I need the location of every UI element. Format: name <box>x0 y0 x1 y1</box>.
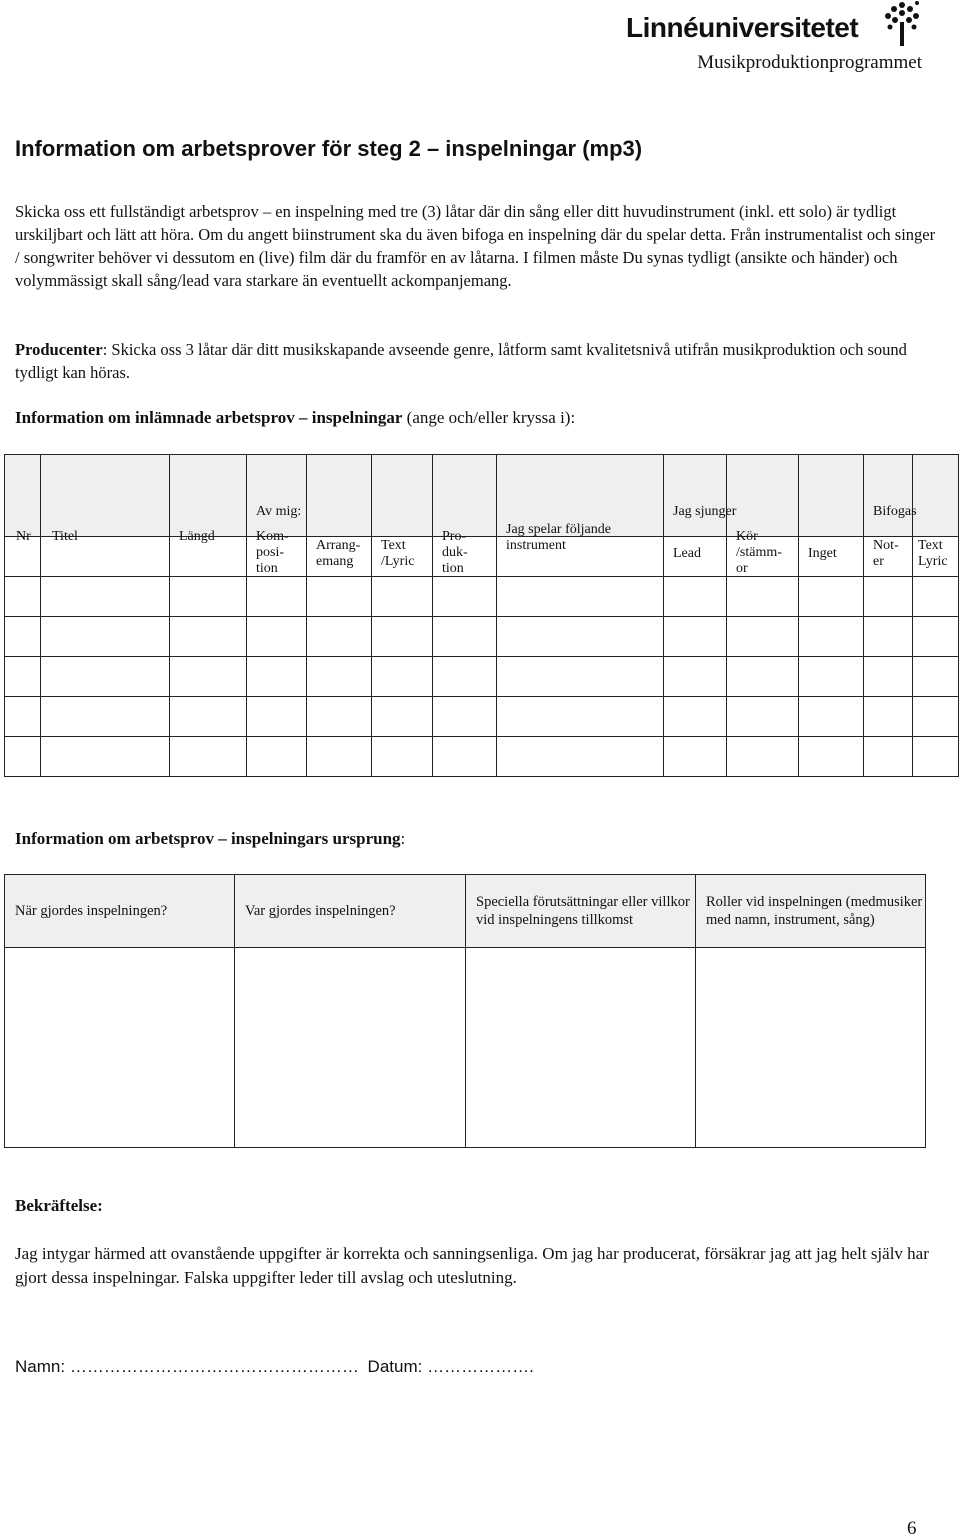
recording-cell[interactable] <box>433 657 497 697</box>
recording-cell[interactable] <box>913 737 959 777</box>
recording-cell[interactable] <box>170 617 247 657</box>
recording-cell[interactable] <box>433 617 497 657</box>
header-text-lyric2-l1: Text <box>918 537 943 553</box>
intro-text-3: I filmen måste Du synas tydligt (ansikte och händer) och volymmässigt skall sång/lead vara starkare än eventuellt ackompanjemang. <box>15 248 898 290</box>
recording-cell[interactable] <box>727 617 799 657</box>
recording-cell[interactable] <box>41 617 170 657</box>
recording-cell[interactable] <box>497 737 664 777</box>
recording-cell[interactable] <box>799 577 864 617</box>
header-langd <box>170 455 247 544</box>
recordings-table <box>4 454 959 777</box>
intro-text-1: Skicka oss ett fullständigt arbetsprov – en inspelning med tre (3) låtar där din sång eller ditt huvudinstrument (inkl. ett solo) är tydligt urskiljbart och lätt att höra. Om du angett biinstrument ska du även bifoga en inspelning där du spelar detta. <box>15 202 897 244</box>
intro-paragraph <box>15 200 940 292</box>
header-arrangemang-l2: emang <box>316 553 354 569</box>
recording-row <box>5 657 959 697</box>
header-instrument-l2: instrument <box>506 537 566 553</box>
recordings-heading-rest: (ange och/eller kryssa i): <box>402 408 576 427</box>
origin-roles-input[interactable] <box>696 948 926 1148</box>
header-kor <box>727 455 799 576</box>
recording-row <box>5 617 959 657</box>
recording-cell[interactable] <box>433 577 497 617</box>
intro-text-2: Från instrumentalist och singer / songwriter behöver vi dessutom en (live) film där du framför en av låtarna. <box>15 225 936 267</box>
header-komposition <box>247 455 307 576</box>
recording-cell[interactable] <box>664 737 727 777</box>
recording-cell[interactable] <box>864 657 913 697</box>
header-produktion-l3: tion <box>442 560 464 576</box>
recording-cell[interactable] <box>497 617 664 657</box>
recording-cell[interactable] <box>247 737 307 777</box>
recording-cell[interactable] <box>727 657 799 697</box>
header-produktion-l1: Pro- <box>442 528 467 544</box>
header-titel-label: Titel <box>52 528 78 544</box>
recording-cell[interactable] <box>433 697 497 737</box>
origin-table <box>4 874 926 1148</box>
recording-cell[interactable] <box>247 697 307 737</box>
header-noter-l1: Not- <box>873 537 899 553</box>
confirmation-heading: Bekräftelse: <box>15 1196 103 1215</box>
header-langd-label: Längd <box>179 528 215 544</box>
header-text-lyric2 <box>913 455 959 569</box>
recording-cell[interactable] <box>5 737 41 777</box>
recording-cell[interactable] <box>41 697 170 737</box>
origin-col-roles: Roller vid inspelningen (medmusiker med namn, instrument, sång) <box>696 875 926 948</box>
recording-cell[interactable] <box>372 697 433 737</box>
recording-cell[interactable] <box>5 577 41 617</box>
recording-cell[interactable] <box>799 657 864 697</box>
header-kor-l3: or <box>736 560 748 576</box>
producer-paragraph <box>15 338 940 384</box>
header-text-lyric-l1: Text <box>381 537 406 553</box>
name-label: Namn: <box>15 1357 66 1376</box>
recording-cell[interactable] <box>41 577 170 617</box>
recording-cell[interactable] <box>5 617 41 657</box>
header-noter <box>864 455 917 569</box>
header-text-lyric2-l2: Lyric <box>918 553 948 569</box>
recording-cell[interactable] <box>247 577 307 617</box>
recording-cell[interactable] <box>913 617 959 657</box>
recording-cell[interactable] <box>664 657 727 697</box>
origin-heading <box>15 829 405 849</box>
page-number: 6 <box>907 1518 917 1539</box>
recording-cell[interactable] <box>497 697 664 737</box>
recording-cell[interactable] <box>307 697 372 737</box>
recording-row <box>5 697 959 737</box>
header-komposition-l3: tion <box>256 560 278 576</box>
recording-cell[interactable] <box>247 657 307 697</box>
origin-heading-rest: : <box>400 829 406 848</box>
date-label: Datum: <box>367 1357 423 1376</box>
name-field[interactable]: …………………………………………… <box>69 1357 359 1376</box>
recording-row <box>5 737 959 777</box>
header-produktion <box>433 455 497 576</box>
recordings-header-row <box>5 455 959 537</box>
recording-cell[interactable] <box>307 657 372 697</box>
recording-row <box>5 577 959 617</box>
recording-cell[interactable] <box>372 737 433 777</box>
recording-cell[interactable] <box>664 577 727 617</box>
recording-cell[interactable] <box>170 697 247 737</box>
recording-cell[interactable] <box>170 657 247 697</box>
origin-col-when: När gjordes inspelningen? <box>5 875 235 948</box>
origin-conditions-input[interactable] <box>466 948 696 1148</box>
recording-cell[interactable] <box>727 737 799 777</box>
recording-cell[interactable] <box>41 737 170 777</box>
recording-cell[interactable] <box>913 697 959 737</box>
header-kor-l2: /stämm- <box>736 544 782 560</box>
producer-label: Producenter <box>15 340 103 359</box>
recording-cell[interactable] <box>799 697 864 737</box>
header-instrument-l1: Jag spelar följande <box>506 521 611 537</box>
header-arrangemang <box>307 455 372 569</box>
origin-entry-row <box>5 948 926 1148</box>
header-inget <box>799 455 864 561</box>
confirmation-text: Jag intygar härmed att ovanstående uppgifter är korrekta och sanningsenliga. Om jag har producerat, försäkrar jag att jag helt själv har gjort dessa inspelningar. Falska uppgifter leder till avslag och uteslutning. <box>15 1244 929 1287</box>
recording-cell[interactable] <box>864 697 913 737</box>
recording-cell[interactable] <box>864 617 913 657</box>
recording-cell[interactable] <box>799 737 864 777</box>
recording-cell[interactable] <box>664 697 727 737</box>
header-instrument <box>497 455 664 553</box>
header-komposition-l1: Kom- <box>256 528 289 544</box>
recording-cell[interactable] <box>170 577 247 617</box>
header-text-lyric <box>372 455 433 569</box>
header-produktion-l2: duk- <box>442 544 468 560</box>
tree-logo-icon <box>882 0 922 46</box>
header-bifogas: Bifogas <box>873 503 917 519</box>
header-inget-label: Inget <box>808 545 837 561</box>
header-titel <box>41 455 170 544</box>
header-lead <box>664 455 737 561</box>
header-lead-label: Lead <box>673 545 701 561</box>
page-title: Information om arbetsprover för steg 2 – inspelningar (mp3) <box>15 136 643 161</box>
recording-cell[interactable] <box>497 577 664 617</box>
recording-cell[interactable] <box>864 577 913 617</box>
producer-text: : Skicka oss 3 låtar där ditt musikskapande avseende genre, låtform samt kvalitetsnivå utifrån musikproduktion och sound tydligt kan höras. <box>15 340 907 382</box>
origin-col-conditions: Speciella förutsättningar eller villkor vid inspelningens tillkomst <box>466 875 696 948</box>
university-logo-text: Linnéuniversitetet <box>626 12 859 43</box>
origin-when-input[interactable] <box>5 948 235 1148</box>
recording-cell[interactable] <box>372 577 433 617</box>
recording-cell[interactable] <box>307 577 372 617</box>
recording-cell[interactable] <box>41 657 170 697</box>
recording-cell[interactable] <box>727 577 799 617</box>
recording-cell[interactable] <box>247 617 307 657</box>
origin-col-where: Var gjordes inspelningen? <box>235 875 466 948</box>
recording-cell[interactable] <box>913 657 959 697</box>
header-jag-sjunger: Jag sjunger <box>673 503 737 519</box>
program-name: Musikproduktionprogrammet <box>697 52 922 73</box>
recording-cell[interactable] <box>307 617 372 657</box>
recording-cell[interactable] <box>497 657 664 697</box>
recording-cell[interactable] <box>913 577 959 617</box>
header-text-lyric-l2: /Lyric <box>381 553 415 569</box>
recording-cell[interactable] <box>799 617 864 657</box>
signature-line <box>15 1357 534 1377</box>
header-komposition-l2: posi- <box>256 544 284 560</box>
recording-cell[interactable] <box>372 617 433 657</box>
recording-cell[interactable] <box>5 697 41 737</box>
recording-cell[interactable] <box>372 657 433 697</box>
header-nr <box>5 455 41 544</box>
date-field[interactable]: ………………. <box>427 1357 534 1376</box>
recordings-heading <box>15 408 575 428</box>
recording-cell[interactable] <box>864 737 913 777</box>
header-av-mig: Av mig: <box>256 503 302 519</box>
header-arrangemang-l1: Arrang- <box>316 537 361 553</box>
recording-cell[interactable] <box>727 697 799 737</box>
recordings-heading-bold: Information om inlämnade arbetsprov – inspelningar <box>15 408 403 427</box>
origin-where-input[interactable] <box>235 948 466 1148</box>
recording-cell[interactable] <box>433 737 497 777</box>
recording-cell[interactable] <box>170 737 247 777</box>
header-noter-l2: er <box>873 553 884 569</box>
header-nr-label: Nr <box>16 528 31 544</box>
recording-cell[interactable] <box>5 657 41 697</box>
origin-heading-bold: Information om arbetsprov – inspelningars ursprung <box>15 829 401 848</box>
header-kor-l1: Kör <box>736 528 758 544</box>
recording-cell[interactable] <box>307 737 372 777</box>
recording-cell[interactable] <box>664 617 727 657</box>
origin-header-row <box>5 875 926 948</box>
